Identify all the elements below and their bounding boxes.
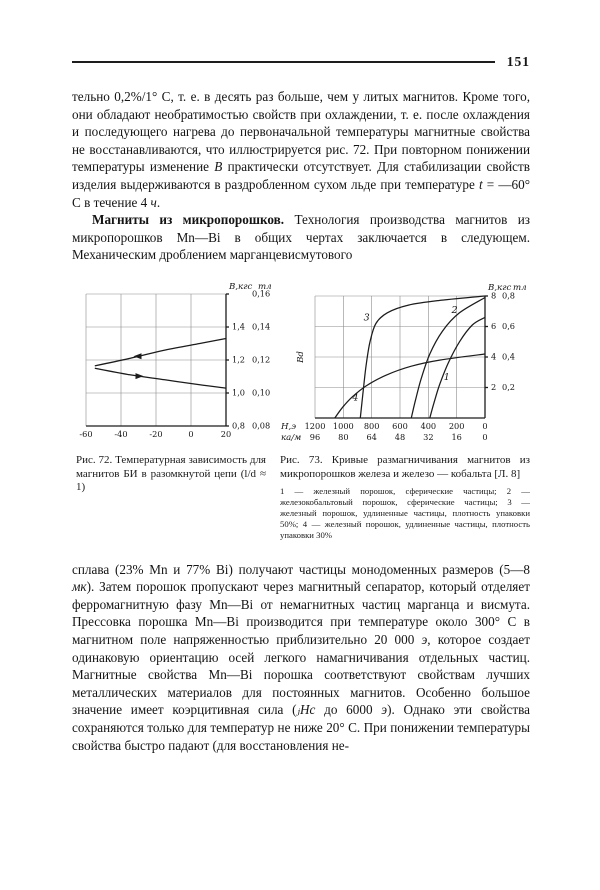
text-segment: практически отсутствует. Для стабилизации свойств изделия выдерживаются в раздробленном сухом льде при температуре: [72, 159, 530, 192]
svg-text:32: 32: [423, 431, 434, 442]
svg-text:1200: 1200: [304, 420, 326, 431]
svg-text:16: 16: [451, 431, 462, 442]
text-segment: ч: [150, 194, 157, 210]
text-segment: тельно 0,2%/1° С, т. е. в десять раз больше, чем у литых магнитов. Кроме того, они обладают необратимостью свойств при охлаждении, т. е. после охлаждения и последующего нагрева до первоначальной температуры магнитные свойства не восстанавливаются, что иллюстрируется рис. 72. При повторном понижении температуры изменение: [72, 89, 530, 175]
svg-text:ка/м: ка/м: [281, 432, 302, 443]
svg-text:-20: -20: [149, 428, 163, 439]
text-segment: = —60° С в течение 4: [72, 176, 530, 210]
svg-text:1: 1: [443, 371, 450, 383]
svg-text:8: 8: [491, 290, 497, 301]
svg-text:2: 2: [451, 304, 458, 316]
svg-text:80: 80: [338, 431, 349, 442]
svg-text:0,8: 0,8: [232, 420, 246, 431]
body-paragraph-1: [72, 88, 530, 211]
svg-text:-40: -40: [114, 428, 128, 439]
svg-text:1,4: 1,4: [232, 321, 246, 332]
page-number: 151: [506, 54, 530, 69]
svg-text:64: 64: [366, 431, 377, 442]
svg-text:800: 800: [363, 420, 380, 431]
svg-text:600: 600: [392, 420, 408, 431]
svg-text:Вd: Вd: [296, 351, 306, 363]
svg-text:Н,э: Н,э: [281, 421, 297, 432]
svg-text:0: 0: [482, 420, 488, 431]
svg-text:В,кгс: В,кгс: [488, 282, 512, 293]
svg-text:0,8: 0,8: [502, 290, 516, 301]
header-rule: [72, 61, 495, 63]
svg-text:48: 48: [394, 431, 406, 442]
svg-text:0,12: 0,12: [252, 354, 271, 365]
text-segment: Технология производства магнитов из микропорошков Mn—Bi в общих чертах заключается в следующем. Механическим дроблением марганцевисмутового: [72, 212, 530, 263]
text-segment: .: [156, 194, 161, 210]
svg-text:3: 3: [363, 312, 370, 324]
svg-text:тл: тл: [513, 282, 527, 293]
text-segment: мк: [72, 579, 87, 595]
svg-text:2: 2: [491, 382, 497, 393]
fig72-temperature-dependence-chart: [72, 278, 277, 444]
text-segment: В: [214, 159, 223, 175]
fig73-caption: Рис. 73. Кривые размагничивания магнитов из микропорошков железа и железо — кобальта [Л. 8]: [280, 453, 530, 480]
text-segment: э: [421, 632, 428, 648]
svg-text:4: 4: [352, 392, 359, 404]
text-segment: , которое создает одинаковую ориентацию осей легкого намагничивания отдельных частиц. Магнитные свойства Mn—Bi порошка соответствуют свойствам лучших металлических материалов для постоянных магнитов. Особенно большое значение имеет коэрцитивная сила (: [72, 632, 530, 718]
svg-text:тл: тл: [258, 281, 272, 292]
captions-row: [72, 454, 530, 541]
svg-text:1,0: 1,0: [232, 387, 246, 398]
svg-text:4: 4: [491, 351, 497, 362]
svg-text:0,10: 0,10: [252, 387, 271, 398]
svg-text:В,кгс: В,кгс: [229, 281, 253, 292]
body-paragraph-3: [72, 561, 530, 755]
svg-text:0,08: 0,08: [252, 420, 271, 431]
svg-text:200: 200: [448, 420, 465, 431]
figures-row: [72, 278, 530, 446]
svg-text:0,14: 0,14: [252, 321, 271, 332]
svg-text:0,16: 0,16: [252, 288, 271, 299]
text-segment: ⱼHc: [296, 702, 316, 718]
svg-text:6: 6: [491, 321, 497, 332]
fig73-demagnetization-curves-chart: [279, 278, 529, 446]
body-paragraph-2: [72, 211, 530, 264]
text-segment: сплава (23% Mn и 77% Bi) получают частицы монодоменных размеров (5—8: [72, 561, 530, 577]
text-segment: ). Однако эти свойства сохраняются только для температур не ниже 20° С. При понижении температуры свойства быстро падают (для восстановления не-: [72, 702, 530, 753]
text-segment: э: [381, 702, 388, 718]
fig73-legend: 1 — железный порошок, сферические частицы; 2 — железокобальтовый порошок, сферические частицы; 3 — железный порошок, удлиненные частицы, плотность упаковки 50%; 4 — железный порошок, удлиненные частицы, плотность упаковки 30%: [280, 486, 530, 540]
page-header: [72, 54, 530, 70]
svg-text:0,4: 0,4: [502, 351, 516, 362]
svg-text:0,2: 0,2: [502, 382, 516, 393]
fig73-caption-block: [280, 454, 530, 541]
text-segment: Магниты из микропорошков.: [92, 212, 285, 228]
svg-text:0,6: 0,6: [502, 321, 516, 332]
svg-text:1000: 1000: [332, 420, 354, 431]
svg-text:-60: -60: [79, 428, 93, 439]
text-segment: ). Затем порошок пропускают через магнитный сепаратор, который отделяет ферромагнитную фазу Mn—Bi от немагнитных частиц марганца и висмута. Прессовка порошка Mn—Bi производится при температуре около 300° С в магнитном поле напряженностью приблизительно 20 000: [72, 579, 530, 648]
svg-text:400: 400: [420, 420, 437, 431]
fig72-caption: Рис. 72. Температурная зависимость для магнитов БИ в разомкнутой цепи (l/d ≈ 1): [76, 453, 266, 494]
text-column: [72, 88, 530, 754]
svg-text:1,2: 1,2: [232, 354, 246, 365]
svg-text:0: 0: [188, 428, 194, 439]
text-segment: t: [478, 176, 483, 192]
svg-text:0: 0: [482, 431, 488, 442]
text-segment: до 6000: [315, 702, 382, 718]
svg-text:20: 20: [220, 428, 232, 439]
svg-text:96: 96: [309, 431, 321, 442]
